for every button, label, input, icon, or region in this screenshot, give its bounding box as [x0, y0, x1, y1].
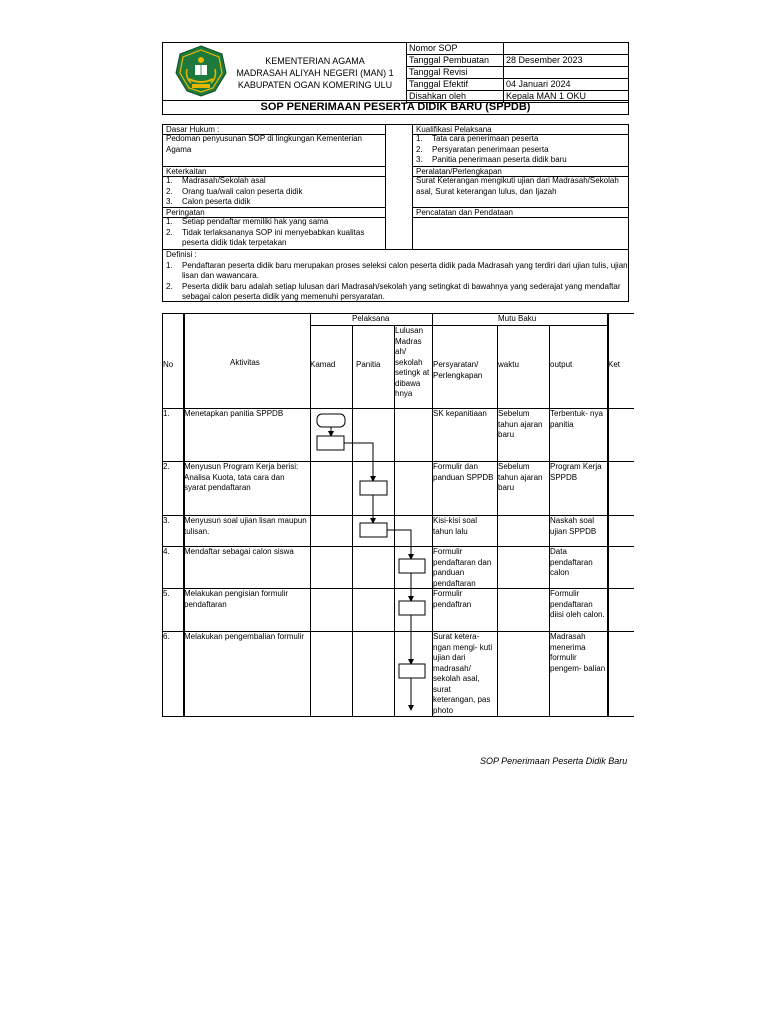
keterkaitan-list: 1. Madrasah/Sekolah asal 2. Orang tua/wali calon peserta didik 3. Calon peserta didik	[162, 176, 386, 208]
row-no: 1.	[163, 409, 170, 418]
info-gap	[385, 124, 413, 250]
meta-value: 04 Januari 2024	[504, 79, 629, 91]
row-no: 5.	[163, 589, 170, 598]
header-kamad: Kamad	[310, 360, 336, 369]
header-mutu-baku: Mutu Baku	[498, 314, 537, 323]
meta-row	[407, 43, 629, 55]
kualifikasi-item: Tata cara penerimaan peserta	[432, 134, 539, 143]
row-no: 6.	[163, 632, 170, 641]
header-aktivitas: Aktivitas	[230, 358, 260, 367]
meta-value	[504, 67, 629, 79]
pencatatan-label: Pencatatan dan Pendataan	[412, 207, 629, 218]
page-footer: SOP Penerimaan Peserta Didik Baru	[480, 756, 628, 766]
organization-name	[225, 55, 405, 91]
row-persyaratan: Formulir pendaftran	[433, 589, 472, 609]
kualifikasi-label: Kualifikasi Pelaksana	[412, 124, 629, 135]
sop-meta-table	[406, 42, 629, 103]
row-output: Naskah soal ujian SPPDB	[550, 516, 597, 536]
meta-row	[407, 67, 629, 79]
kualifikasi-item: Persyaratan penerimaan peserta	[432, 144, 549, 154]
keterkaitan-label: Keterkaitan	[162, 166, 386, 177]
row-persyaratan: SK kepanitiaan	[433, 409, 487, 418]
pencatatan-text	[412, 217, 629, 250]
flowchart	[310, 408, 432, 717]
meta-label: Nomor SOP	[407, 43, 504, 55]
row-output: Madrasah menerima formulir pengem- balian	[550, 632, 606, 673]
keterkaitan-item: Orang tua/wali calon peserta didik	[182, 186, 303, 196]
peringatan-label: Peringatan	[162, 207, 386, 218]
process-table	[162, 313, 634, 717]
definisi-item: Peserta didik baru adalah setiap lulusan dari Madrasah/sekolah yang setingkat di bawahnya yang sederajat yang mendaftar sebagai calon peserta didik yang memenuhi persyaratan.	[182, 281, 621, 301]
row-no: 3.	[163, 516, 170, 525]
flow-connector	[387, 530, 411, 559]
meta-value	[504, 43, 629, 55]
flow-step-box	[360, 481, 387, 495]
definisi-label: Definisi :	[166, 250, 197, 259]
page-title: SOP PENERIMAAN PESERTA DIDIK BARU (SPPDB)	[162, 100, 629, 115]
dasar-hukum-label: Dasar Hukum :	[162, 124, 386, 135]
flow-connector	[344, 443, 373, 481]
row-aktivitas: Mendaftar sebagai calon siswa	[184, 547, 294, 556]
flow-step-box	[399, 559, 425, 573]
org-line-1: KEMENTERIAN AGAMA	[265, 56, 365, 66]
org-line-3: KABUPATEN OGAN KOMERING ULU	[237, 80, 393, 90]
flow-step-box	[399, 664, 425, 678]
meta-label: Tanggal Revisi	[407, 67, 504, 79]
row-aktivitas: Melakukan pengisian formulir pendaftaran	[184, 589, 289, 609]
peringatan-item: Tidak terlaksananya SOP ini menyebabkan kualitas peserta didik tidak terpetakan	[182, 227, 365, 247]
header-output: output	[550, 360, 573, 369]
header-panitia: Panitia	[356, 360, 381, 369]
meta-value: 28 Desember 2023	[504, 55, 629, 67]
header-waktu: waktu	[498, 360, 519, 369]
flow-step-box	[317, 436, 344, 450]
row-persyaratan: Formulir dan panduan SPPDB	[433, 462, 494, 482]
row-persyaratan: Formulir pendaftaran dan panduan pendaftaran	[433, 547, 492, 588]
definisi-section: Definisi : 1. Pendaftaran peserta didik baru merupakan proses seleksi calon peserta didik pada Madrasah yang terdiri dari ujian tulis, ujian lisan dan wawancara. 2. Peserta didik baru adalah setiap lulusan dari Madrasah/sekolah yang setingkat di bawahnya yang sederajat yang mendaftar sebagai calon peserta didik yang memenuhi persyaratan.	[162, 249, 629, 302]
kualifikasi-list: 1. Tata cara penerimaan peserta 2. Persyaratan penerimaan peserta 3. Panitia penerimaan peserta didik baru	[412, 134, 629, 167]
kualifikasi-item: Panitia penerimaan peserta didik baru	[432, 155, 567, 164]
meta-row	[407, 79, 629, 91]
row-persyaratan: Kisi-kisi soal tahun lalu	[433, 516, 478, 536]
flow-start-terminator	[317, 414, 345, 427]
ministry-logo	[175, 45, 227, 97]
row-aktivitas: Melakukan pengembalian formulir	[184, 632, 305, 641]
flow-step-box	[399, 601, 425, 615]
row-output: Data pendaftaran calon	[550, 547, 593, 577]
row-aktivitas: Menyusun Program Kerja berisi: Analisa Kuota, tata cara dan syarat pendaftaran	[184, 462, 299, 492]
row-no: 2.	[163, 462, 170, 471]
header-lulusan: Lulusan Madras ah/ sekolah setingk at dibawa hnya	[395, 326, 430, 398]
peralatan-label: Peralatan/Perlengkapan	[412, 166, 629, 177]
row-output: Terbentuk- nya panitia	[550, 409, 603, 429]
row-persyaratan: Surat ketera- ngan mengi- kuti ujian dari madrasah/ sekolah asal, surat keterangan, pas photo	[433, 632, 493, 715]
meta-label: Tanggal Efektif	[407, 79, 504, 91]
header-ket: Ket	[608, 360, 621, 369]
dasar-hukum-text: Pedoman penyusunan SOP di lingkungan Kementerian Agama	[162, 134, 386, 167]
meta-label: Tanggal Pembuatan	[407, 55, 504, 67]
peringatan-list: 1. Setiap pendaftar memiliki hak yang sama 2. Tidak terlaksananya SOP ini menyebabkan kualitas peserta didik tidak terpetakan	[162, 217, 386, 250]
peringatan-item: Setiap pendaftar memiliki hak yang sama	[182, 217, 329, 226]
org-line-2: MADRASAH ALIYAH NEGERI (MAN) 1	[236, 68, 394, 78]
keterkaitan-item: Madrasah/Sekolah asal	[182, 176, 266, 185]
header-persyaratan: Persyaratan/ Perlengkapan	[433, 360, 483, 380]
flow-step-box	[360, 523, 387, 537]
meta-label: Disahkan oleh	[407, 91, 504, 103]
row-waktu: Sebelum tahun ajaran baru	[498, 462, 543, 492]
header-pelaksana: Pelaksana	[352, 314, 390, 323]
meta-row	[407, 55, 629, 67]
meta-value: Kepala MAN 1 OKU	[504, 91, 629, 103]
peralatan-text: Surat Keterangan mengikuti ujian dari Madrasah/Sekolah asal, Surat keterangan lulus, dan Ijazah	[412, 176, 629, 208]
row-aktivitas: Menyusun soal ujian lisan maupun tulisan.	[184, 516, 307, 536]
header-no: No	[163, 360, 174, 369]
definisi-item: Pendaftaran peserta didik baru merupakan proses seleksi calon peserta didik pada Madrasah yang terdiri dari ujian tulis, ujian lisan dan wawancara.	[182, 260, 628, 280]
row-no: 4.	[163, 547, 170, 556]
keterkaitan-item: Calon peserta didik	[182, 197, 251, 206]
row-aktivitas: Menetapkan panitia SPPDB	[184, 409, 284, 418]
row-output: Formulir pendaftaran diisi oleh calon.	[550, 589, 605, 619]
row-output: Program Kerja SPPDB	[550, 462, 602, 482]
row-waktu: Sebelum tahun ajaran baru	[498, 409, 543, 439]
